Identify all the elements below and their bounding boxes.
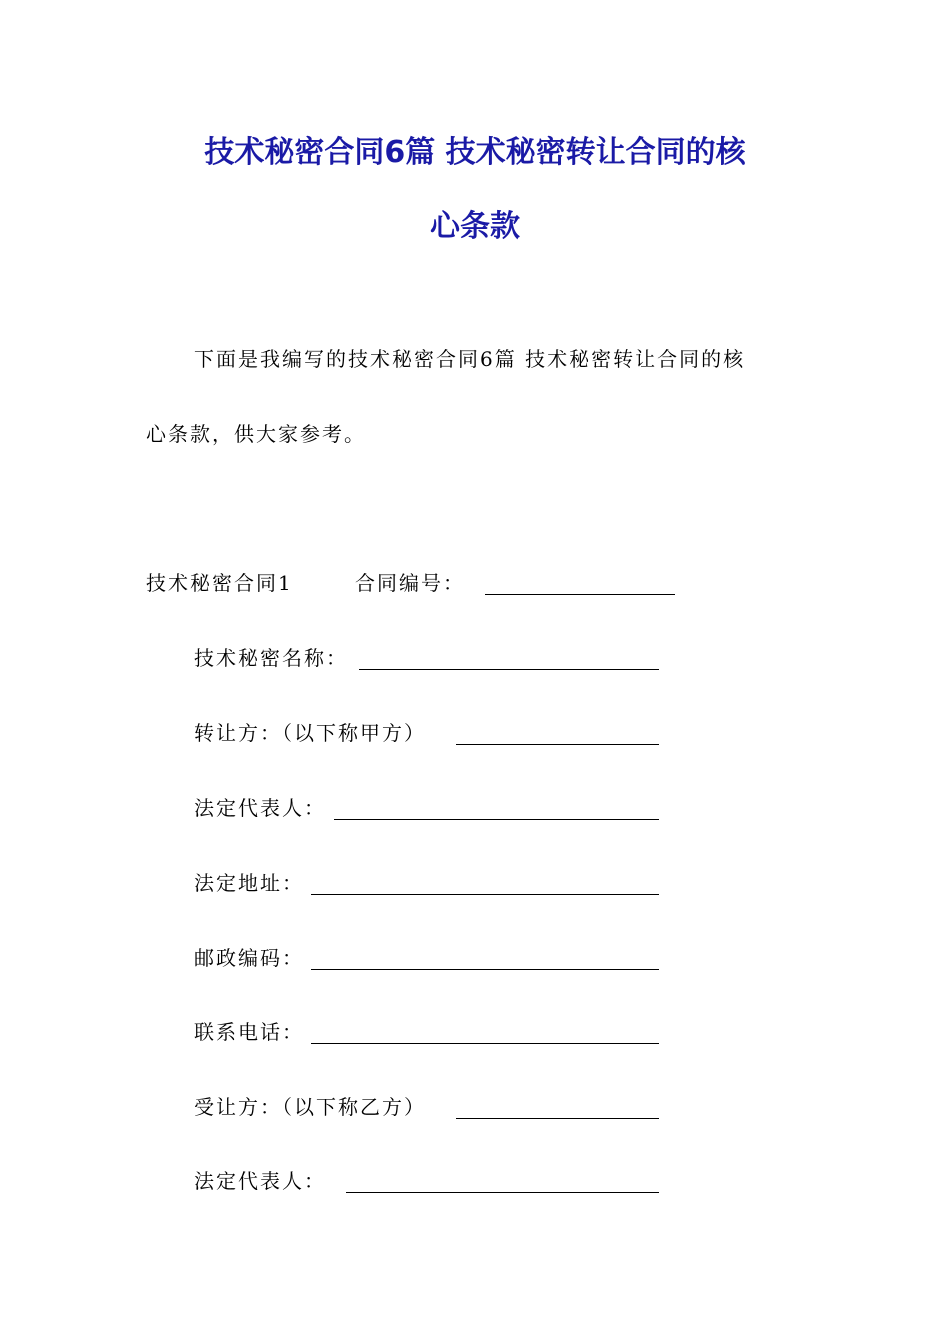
postal-code-blank [311,969,659,970]
postal-code-label: 邮政编码： [194,946,304,970]
transferee-blank [456,1118,659,1119]
phone-label: 联系电话： [194,1020,304,1044]
legal-rep-b-blank [346,1192,659,1193]
legal-address-field [194,868,659,898]
transferor-blank [456,744,659,745]
legal-rep-a-field [194,793,659,823]
secret-name-field [194,643,659,673]
secret-name-blank [359,669,659,670]
secret-name-label: 技术秘密名称： [194,646,348,670]
contract-number-field [355,568,675,598]
document-title-line-1: 技术秘密合同6篇 技术秘密转让合同的核 [204,135,746,170]
legal-address-blank [311,894,659,895]
intro-paragraph-line-1: 下面是我编写的技术秘密合同6篇 技术秘密转让合同的核 [194,347,746,371]
transferor-field [194,718,659,748]
intro-paragraph-line-2: 心条款，供大家参考。 [146,422,366,446]
postal-code-field [194,943,659,973]
contract-number-blank [485,594,675,595]
legal-rep-a-blank [334,819,659,820]
section-heading: 技术秘密合同1 [146,571,293,595]
phone-blank [311,1043,659,1044]
legal-rep-b-label: 法定代表人： [194,1169,326,1193]
legal-address-label: 法定地址： [194,871,304,895]
contract-number-label: 合同编号： [355,571,465,595]
legal-rep-b-field [194,1166,659,1196]
transferee-label: 受让方：（以下称乙方） [194,1095,426,1119]
document-title-line-2: 心条款 [430,209,520,244]
transferor-label: 转让方：（以下称甲方） [194,721,426,745]
legal-rep-a-label: 法定代表人： [194,796,326,820]
phone-field [194,1017,659,1047]
transferee-field [194,1092,659,1122]
